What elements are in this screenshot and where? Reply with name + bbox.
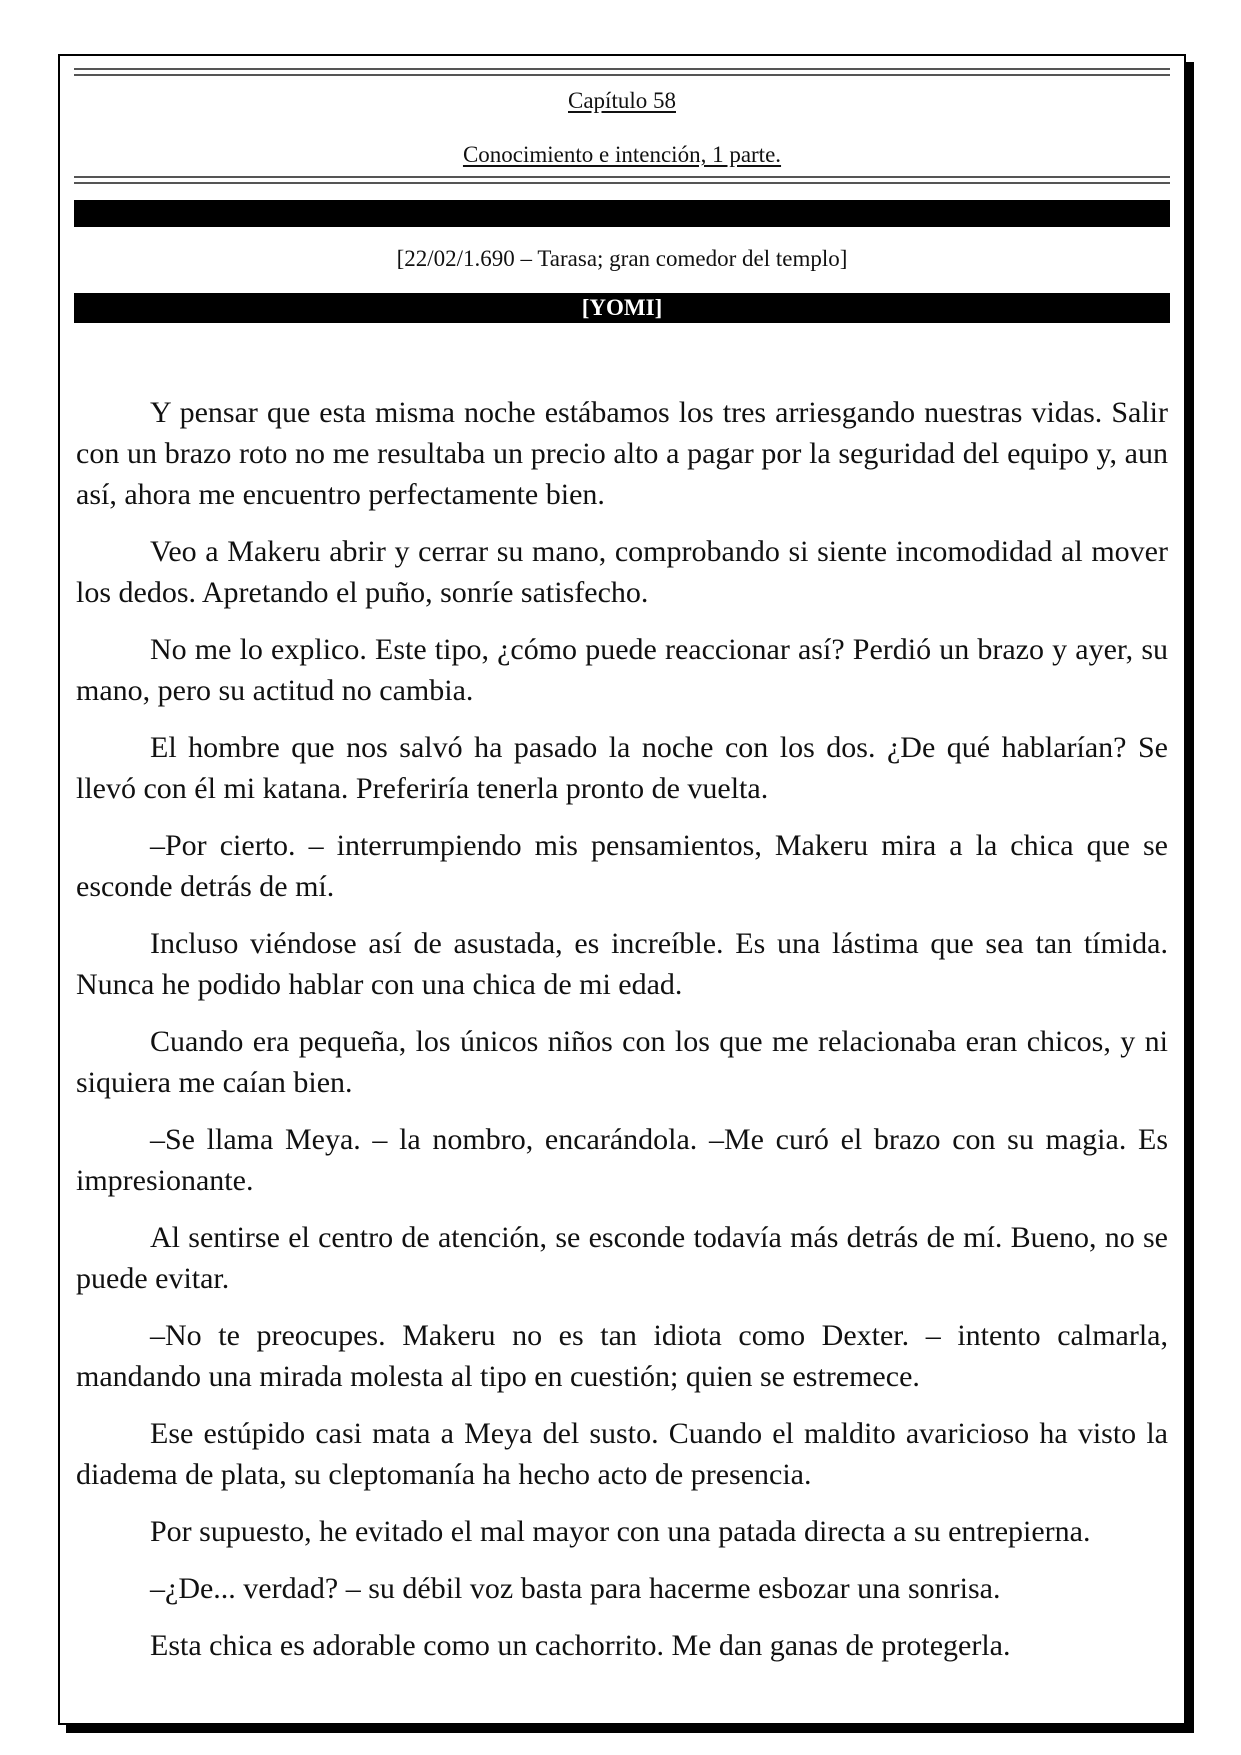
body-paragraph: –Por cierto. – interrumpiendo mis pensamientos, Makeru mira a la chica que se esconde detrás de mí. bbox=[76, 829, 1168, 903]
body-paragraph: Y pensar que esta misma noche estábamos los tres arriesgando nuestras vidas. Salir con un brazo roto no me resultaba un precio alto a pagar por la seguridad del equipo y, aun así, ahora me encuentro perfectamente bien. bbox=[76, 396, 1168, 511]
chapter-title-line bbox=[74, 86, 1170, 116]
body-paragraph: Por supuesto, he evitado el mal mayor con una patada directa a su entrepierna. bbox=[150, 1515, 1091, 1548]
chapter-subtitle: Conocimiento e intención, 1 parte. bbox=[462, 142, 782, 167]
body-paragraph: –No te preocupes. Makeru no es tan idiota como Dexter. – intento calmarla, mandando una mirada molesta al tipo en cuestión; quien se estremece. bbox=[76, 1319, 1168, 1393]
chapter-subtitle-line bbox=[74, 140, 1170, 170]
body-paragraph: Ese estúpido casi mata a Meya del susto. Cuando el maldito avaricioso ha visto la diadema de plata, su cleptomanía ha hecho acto de presencia. bbox=[76, 1417, 1168, 1491]
header-double-rule bbox=[74, 176, 1170, 184]
chapter-title: Capítulo 58 bbox=[568, 88, 676, 113]
body-paragraph: Incluso viéndose así de asustada, es increíble. Es una lástima que sea tan tímida. Nunca he podido hablar con una chica de mi edad. bbox=[76, 927, 1168, 1001]
body-paragraph: El hombre que nos salvó ha pasado la noche con los dos. ¿De qué hablarían? Se llevó con él mi katana. Preferiría tenerla pronto de vuelta. bbox=[76, 731, 1168, 805]
pov-label: [YOMI] bbox=[581, 295, 663, 320]
body-paragraph: Al sentirse el centro de atención, se esconde todavía más detrás de mí. Bueno, no se puede evitar. bbox=[76, 1221, 1168, 1295]
scene-heading: [22/02/1.690 – Tarasa; gran comedor del templo] bbox=[396, 246, 848, 271]
body-paragraph: No me lo explico. Este tipo, ¿cómo puede reaccionar así? Perdió un brazo y ayer, su mano, pero su actitud no cambia. bbox=[76, 633, 1168, 707]
body-paragraph: Veo a Makeru abrir y cerrar su mano, comprobando si siente incomodidad al mover los dedos. Apretando el puño, sonríe satisfecho. bbox=[76, 535, 1168, 609]
pov-banner bbox=[74, 293, 1170, 323]
top-double-rule bbox=[74, 68, 1170, 76]
body-paragraph: –¿De... verdad? – su débil voz basta para hacerme esbozar una sonrisa. bbox=[150, 1572, 1001, 1605]
body-paragraph: Esta chica es adorable como un cachorrito. Me dan ganas de protegerla. bbox=[150, 1629, 1011, 1662]
body-paragraph: –Se llama Meya. – la nombro, encarándola. –Me curó el brazo con su magia. Es impresionante. bbox=[76, 1123, 1168, 1197]
chapter-body bbox=[76, 392, 1168, 1682]
body-paragraph: Cuando era pequeña, los únicos niños con los que me relacionaba eran chicos, y ni siquiera me caían bien. bbox=[76, 1025, 1168, 1099]
black-separator-bar bbox=[74, 200, 1170, 227]
page-frame bbox=[58, 54, 1186, 1725]
